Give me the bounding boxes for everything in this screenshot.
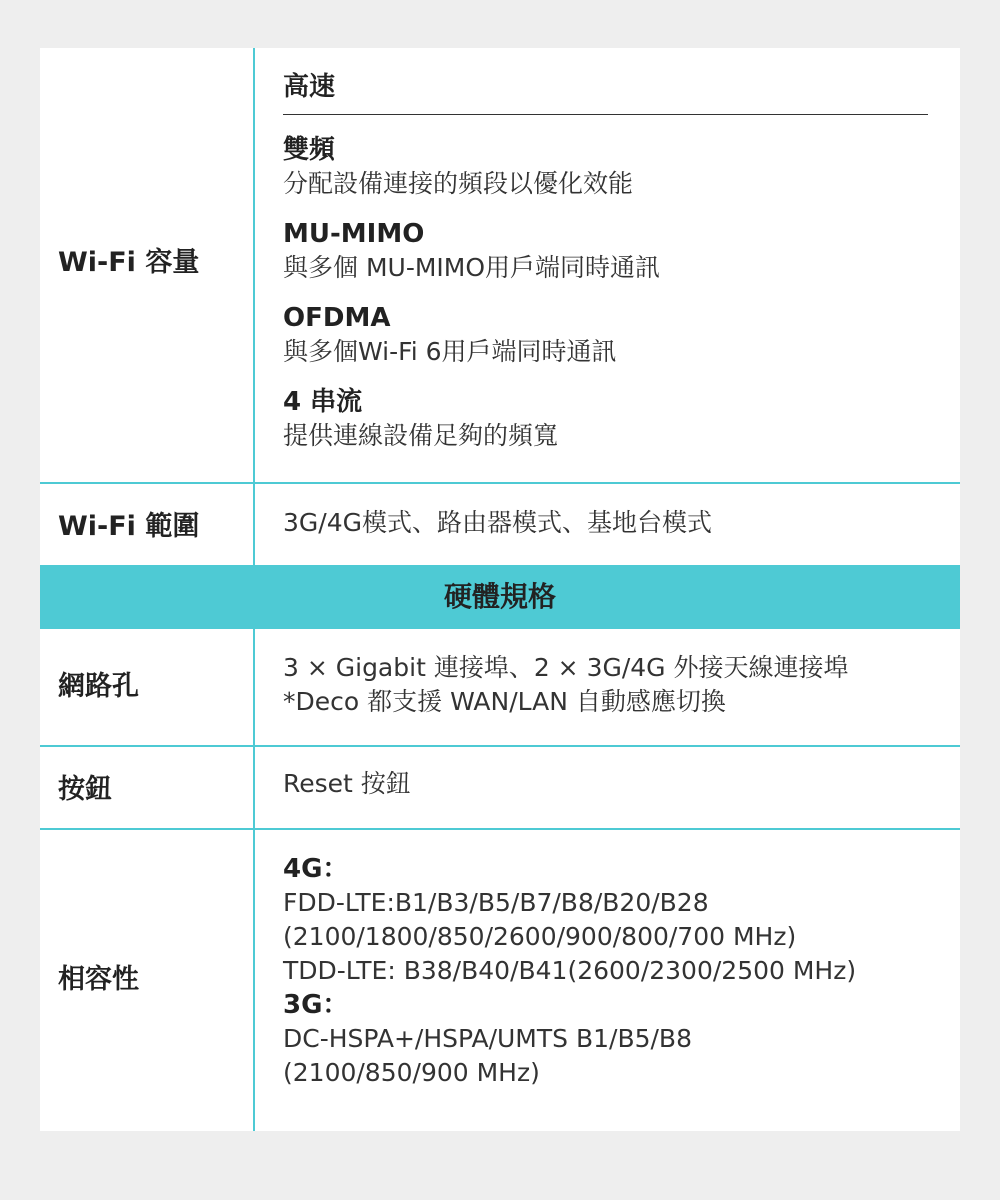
feature-desc: 分配設備連接的頻段以優化效能	[283, 169, 634, 198]
range-value: 3G/4G模式、路由器模式、基地台模式	[283, 508, 712, 537]
feature-item	[283, 217, 930, 285]
heading-underline	[283, 114, 928, 115]
ports-line: *Deco 都支援 WAN/LAN 自動感應切換	[283, 687, 726, 716]
feature-title: 4 串流	[283, 387, 363, 417]
compat-4g-line: TDD-LTE: B38/B40/B41(2600/2300/2500 MHz)	[283, 956, 857, 985]
row-label-buttons: 按鈕	[58, 774, 112, 805]
feature-title: MU-MIMO	[283, 219, 425, 249]
range-cell	[283, 506, 930, 540]
compatibility-cell	[283, 852, 930, 1090]
buttons-value: Reset 按鈕	[283, 769, 411, 798]
ports-line: 3 × Gigabit 連接埠、2 × 3G/4G 外接天線連接埠	[283, 653, 849, 682]
feature-item	[283, 133, 930, 201]
feature-desc: 提供連線設備足夠的頻寬	[283, 421, 559, 450]
feature-desc: 與多個Wi-Fi 6用戶端同時通訊	[283, 337, 617, 366]
feature-item	[283, 301, 930, 369]
spec-table	[40, 48, 960, 1131]
row-compatibility	[40, 830, 960, 1131]
section-header-hardware	[40, 565, 960, 629]
row-label-wifi-capacity: Wi-Fi 容量	[58, 247, 200, 278]
row-label-network-ports: 網路孔	[58, 671, 139, 702]
ports-cell	[283, 651, 930, 719]
buttons-cell	[283, 767, 930, 801]
feature-title: 雙頻	[283, 135, 336, 165]
row-buttons	[40, 747, 960, 828]
compat-3g-title: 3G：	[283, 990, 349, 1020]
compat-4g-title: 4G：	[283, 854, 349, 884]
row-wifi-range	[40, 484, 960, 565]
section-title: 硬體規格	[443, 580, 556, 613]
capacity-cell	[283, 70, 930, 453]
row-network-ports	[40, 629, 960, 745]
row-label-wifi-range: Wi-Fi 範圍	[58, 511, 200, 542]
capacity-heading: 高速	[283, 72, 336, 102]
compat-4g-line: FDD-LTE:B1/B3/B5/B7/B8/B20/B28	[283, 888, 709, 917]
compat-3g-line: DC-HSPA+/HSPA/UMTS B1/B5/B8	[283, 1024, 692, 1053]
feature-desc: 與多個 MU-MIMO用戶端同時通訊	[283, 253, 661, 282]
row-label-compatibility: 相容性	[58, 964, 139, 995]
compat-4g-line: (2100/1800/850/2600/900/800/700 MHz)	[283, 922, 797, 951]
feature-title: OFDMA	[283, 303, 391, 333]
row-wifi-capacity	[40, 48, 960, 482]
compat-3g-line: (2100/850/900 MHz)	[283, 1058, 540, 1087]
feature-item	[283, 385, 930, 453]
